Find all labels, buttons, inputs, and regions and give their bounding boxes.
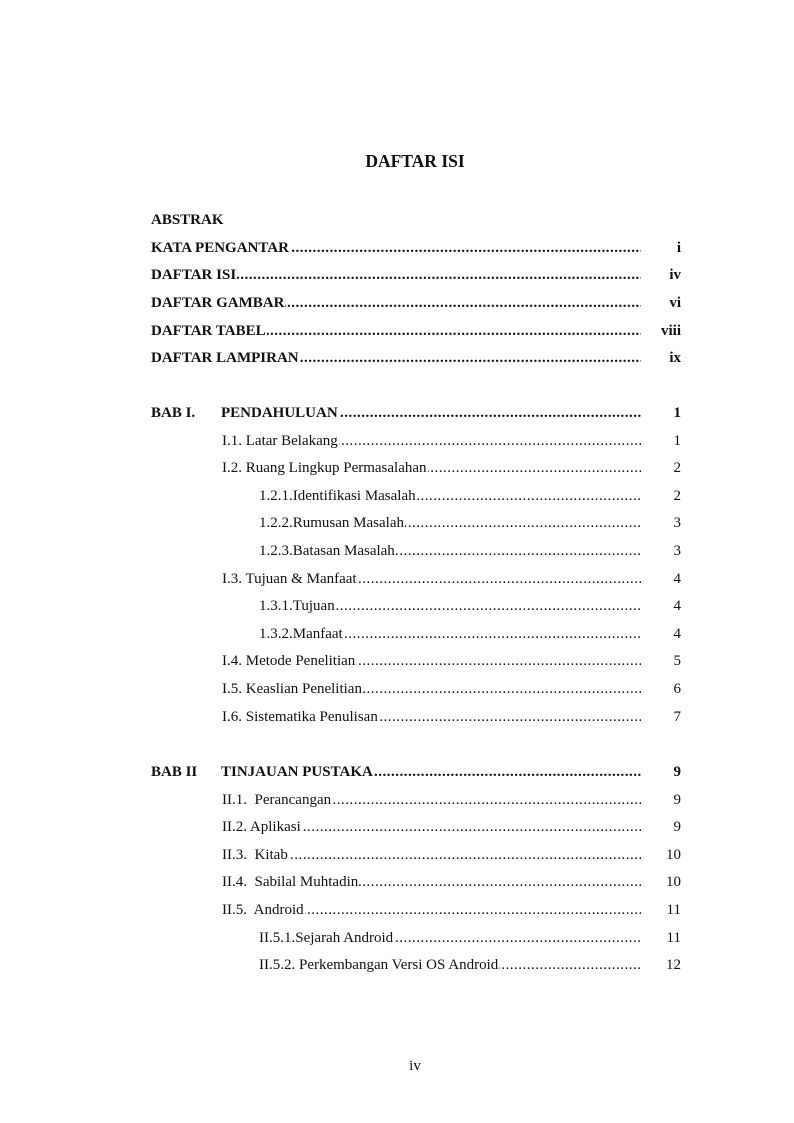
- toc-label: II.2. Aplikasi: [222, 819, 301, 835]
- toc-entry-daftar-gambar[interactable]: [151, 293, 681, 313]
- chapter-number: BAB II: [151, 764, 198, 780]
- toc-entry[interactable]: [151, 651, 681, 671]
- toc-page: 9: [673, 819, 681, 835]
- chapter-number: BAB I.: [151, 405, 196, 421]
- toc-entry-daftar-lampiran[interactable]: [151, 348, 681, 368]
- toc-page: 1: [673, 433, 681, 449]
- toc-label: I.4. Metode Penelitian: [222, 653, 356, 669]
- toc-entry[interactable]: [151, 845, 681, 865]
- toc-page: 2: [673, 460, 681, 476]
- toc-entry[interactable]: [151, 431, 681, 451]
- page-number: iv: [409, 1058, 421, 1074]
- toc-label: I.3. Tujuan & Manfaat: [222, 571, 357, 587]
- chapter-title: PENDAHULUAN: [221, 405, 338, 421]
- toc-entry[interactable]: [151, 817, 681, 837]
- toc-label: I.6. Sistematika Penulisan: [222, 709, 378, 725]
- toc-chapter-bab-1[interactable]: [151, 403, 681, 423]
- toc-entry-daftar-isi[interactable]: [151, 265, 681, 285]
- toc-page: 5: [673, 653, 681, 669]
- toc-subentry[interactable]: [151, 513, 681, 533]
- toc-page: 9: [673, 764, 681, 780]
- toc-page: 6: [673, 681, 681, 697]
- toc-entry[interactable]: [151, 872, 681, 892]
- toc-label: I.5. Keaslian Penelitian: [222, 681, 362, 697]
- toc-subentry[interactable]: [151, 596, 681, 616]
- toc-label: 1.2.2.Rumusan Masalah: [259, 515, 404, 531]
- toc-page: 7: [673, 709, 681, 725]
- toc-subentry[interactable]: [151, 541, 681, 561]
- toc-page: 4: [673, 626, 681, 642]
- toc-page: 2: [673, 488, 681, 504]
- toc-label: II.1. Perancangan: [222, 792, 332, 808]
- toc-label: 1.3.1.Tujuan: [259, 598, 335, 614]
- toc-subentry[interactable]: [151, 624, 681, 644]
- toc-page: 12: [666, 957, 681, 973]
- toc-page: 10: [666, 847, 681, 863]
- toc-page: 4: [673, 598, 681, 614]
- toc-label: DAFTAR LAMPIRAN: [151, 350, 299, 366]
- toc-label: II.5. Android: [222, 902, 304, 918]
- toc-page: 11: [666, 930, 681, 946]
- toc-page: 11: [666, 902, 681, 918]
- toc-entry[interactable]: [151, 790, 681, 810]
- toc-entry-daftar-tabel[interactable]: [151, 321, 681, 341]
- toc-label: 1.2.1.Identifikasi Masalah: [259, 488, 416, 504]
- toc-entry[interactable]: [151, 458, 681, 478]
- toc-entry-kata-pengantar[interactable]: [151, 238, 681, 258]
- toc-label: I.2. Ruang Lingkup Permasalahan: [222, 460, 427, 476]
- toc-label: II.3. Kitab: [222, 847, 288, 863]
- toc-page: iv: [669, 267, 681, 283]
- toc-page: 4: [673, 571, 681, 587]
- toc-subentry[interactable]: [151, 486, 681, 506]
- toc-page: 10: [666, 874, 681, 890]
- toc-label: DAFTAR GAMBAR: [151, 295, 285, 311]
- toc-page: i: [676, 240, 681, 256]
- toc-label: DAFTAR TABEL: [151, 323, 266, 339]
- toc-page: vi: [669, 295, 681, 311]
- toc-subentry[interactable]: [151, 928, 681, 948]
- toc-page: 3: [673, 543, 681, 559]
- toc-label: II.4. Sabilal Muhtadin: [222, 874, 359, 890]
- toc-chapter-bab-2[interactable]: [151, 762, 681, 782]
- toc-label: II.5.2. Perkembangan Versi OS Android: [259, 957, 499, 973]
- toc-label: DAFTAR ISI: [151, 267, 237, 283]
- toc-label: 1.2.3.Batasan Masalah: [259, 543, 395, 559]
- toc-label: II.5.1.Sejarah Android: [259, 930, 394, 946]
- toc-page: 1: [673, 405, 681, 421]
- toc-page: 3: [673, 515, 681, 531]
- toc-label: ABSTRAK: [151, 212, 224, 228]
- toc-label: KATA PENGANTAR: [151, 240, 289, 256]
- page-title: DAFTAR ISI: [365, 151, 465, 171]
- toc-page: ix: [669, 350, 681, 366]
- toc-label: I.1. Latar Belakang: [222, 433, 338, 449]
- toc-entry-abstrak[interactable]: [151, 210, 681, 230]
- chapter-title: TINJAUAN PUSTAKA: [221, 764, 373, 780]
- toc-entry[interactable]: [151, 679, 681, 699]
- toc-entry[interactable]: [151, 900, 681, 920]
- toc-subentry[interactable]: [151, 955, 681, 975]
- toc-entry[interactable]: [151, 569, 681, 589]
- toc-entry[interactable]: [151, 707, 681, 727]
- toc-page: viii: [660, 323, 681, 339]
- toc-label: 1.3.2.Manfaat: [259, 626, 343, 642]
- toc-page: 9: [673, 792, 681, 808]
